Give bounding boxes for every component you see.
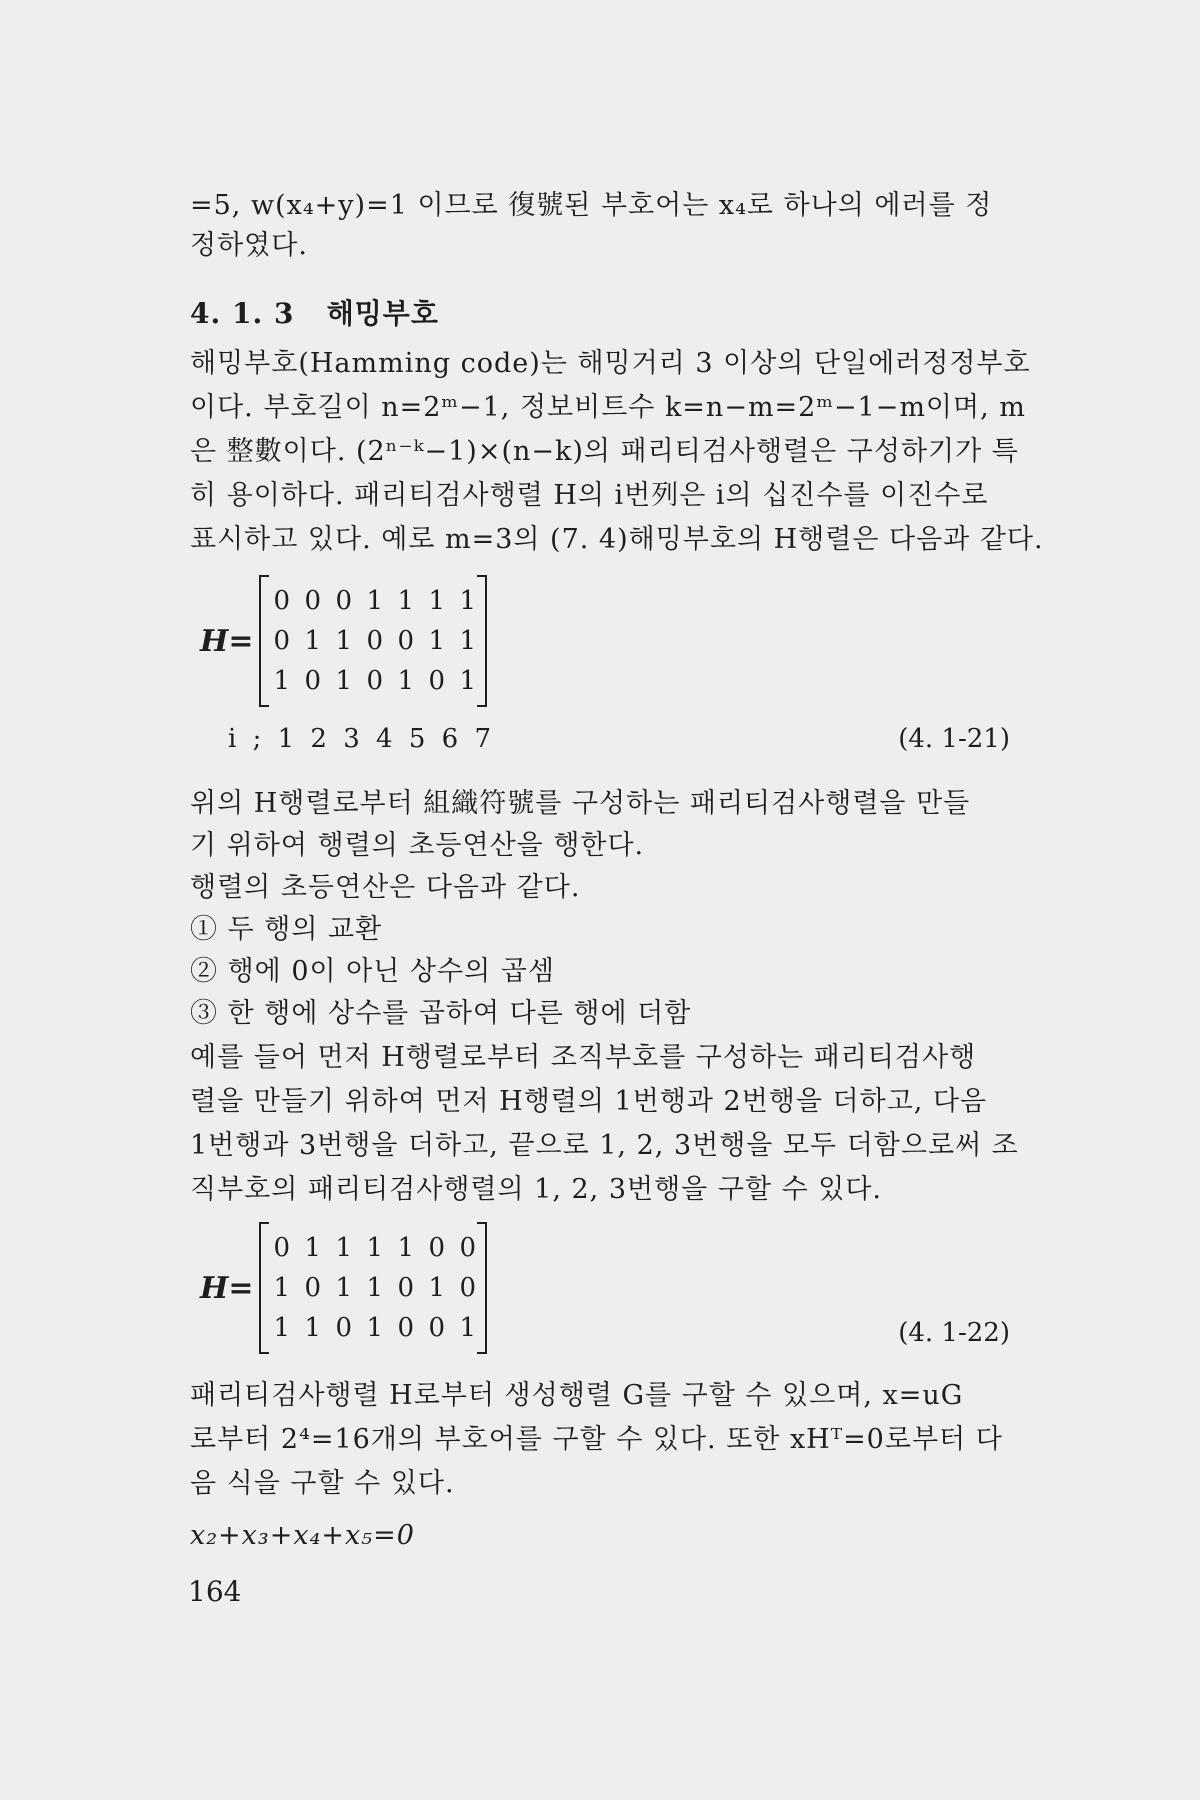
matrix-cell: 1 xyxy=(397,586,415,616)
text-line-3: 해밍부호(Hamming code)는 해밍거리 3 이상의 단일에러정정부호 xyxy=(190,348,1031,379)
matrix-cell: 1 xyxy=(459,586,477,616)
matrix-cell: 1 xyxy=(273,1313,291,1343)
matrix-cell: 1 xyxy=(397,666,415,696)
matrix-cell: 1 xyxy=(335,666,353,696)
matrix-cell: 0 xyxy=(304,586,322,616)
equation-number-1: (4. 1-21) xyxy=(898,724,1010,754)
matrix-h-1 xyxy=(200,575,487,707)
text-line-17: 직부호의 패리티검사행렬의 1, 2, 3번행을 구할 수 있다. xyxy=(190,1174,882,1205)
matrix-cell: 0 xyxy=(366,666,384,696)
matrix-row xyxy=(273,1268,477,1308)
matrix-cell: 1 xyxy=(304,626,322,656)
text-line-2: 정하였다. xyxy=(190,230,308,261)
section-number: 4. 1. 3 xyxy=(190,297,295,330)
matrix-cell: 0 xyxy=(459,1273,477,1303)
matrix-cell: 0 xyxy=(335,586,353,616)
matrix-cell: 0 xyxy=(304,1273,322,1303)
text-line-14: 예를 들어 먼저 H행렬로부터 조직부호를 구성하는 패리티검사행 xyxy=(190,1042,977,1073)
text-line-9: 기 위하여 행렬의 초등연산을 행한다. xyxy=(190,830,645,861)
text-line-6: 히 용이하다. 패리티검사행렬 H의 i번列은 i의 십진수를 이진수로 xyxy=(190,480,989,511)
matrix-cell: 1 xyxy=(459,626,477,656)
equation-number-2: (4. 1-22) xyxy=(898,1318,1010,1348)
matrix-h-2 xyxy=(200,1222,487,1354)
section-heading xyxy=(190,296,1010,332)
matrix-cell: 1 xyxy=(397,1233,415,1263)
matrix-cell: 1 xyxy=(273,666,291,696)
matrix-cell: 1 xyxy=(335,1233,353,1263)
matrix-cell: 0 xyxy=(273,1233,291,1263)
matrix-cell: 0 xyxy=(397,626,415,656)
matrix-row xyxy=(273,1308,477,1348)
matrix-cell: 0 xyxy=(273,626,291,656)
matrix-lhs: H= xyxy=(200,623,254,659)
matrix-cell: 0 xyxy=(428,1313,446,1343)
matrix-cell: 1 xyxy=(366,1313,384,1343)
matrix-cell: 1 xyxy=(459,1313,477,1343)
matrix-cell: 1 xyxy=(273,1273,291,1303)
text-line-7: 표시하고 있다. 예로 m=3의 (7. 4)해밍부호의 H행렬은 다음과 같다. xyxy=(190,524,1044,555)
matrix-cell: 1 xyxy=(428,586,446,616)
matrix-cell: 0 xyxy=(428,1233,446,1263)
text-line-19: 로부터 2⁴=16개의 부호어를 구할 수 있다. 또한 xHᵀ=0로부터 다 xyxy=(190,1424,1003,1455)
section-title: 해밍부호 xyxy=(326,297,439,330)
matrix-cell: 0 xyxy=(428,666,446,696)
matrix-body xyxy=(259,575,487,707)
matrix-row xyxy=(273,661,477,701)
matrix-body xyxy=(259,1222,487,1354)
column-index-row: i ; 1 2 3 4 5 6 7 xyxy=(228,724,495,754)
matrix-cell: 1 xyxy=(304,1233,322,1263)
text-line-8: 위의 H행렬로부터 組織符號를 구성하는 패리티검사행렬을 만들 xyxy=(190,788,971,819)
text-line-16: 1번행과 3번행을 더하고, 끝으로 1, 2, 3번행을 모두 더함으로써 조 xyxy=(190,1130,1019,1161)
matrix-cell: 0 xyxy=(397,1273,415,1303)
matrix-cell: 1 xyxy=(366,1233,384,1263)
text-line-10: 행렬의 초등연산은 다음과 같다. xyxy=(190,872,581,903)
text-line-20: 음 식을 구할 수 있다. xyxy=(190,1468,455,1499)
equation-line: x₂+x₃+x₄+x₅=0 xyxy=(190,1520,415,1551)
matrix-cell: 1 xyxy=(428,626,446,656)
matrix-cell: 1 xyxy=(335,626,353,656)
matrix-row xyxy=(273,581,477,621)
matrix-lhs: H= xyxy=(200,1270,254,1306)
matrix-cell: 0 xyxy=(304,666,322,696)
matrix-cell: 1 xyxy=(304,1313,322,1343)
text-line-4: 이다. 부호길이 n=2ᵐ−1, 정보비트수 k=n−m=2ᵐ−1−m이며, m xyxy=(190,392,1026,423)
text-line-15: 렬을 만들기 위하여 먼저 H행렬의 1번행과 2번행을 더하고, 다음 xyxy=(190,1086,988,1117)
matrix-cell: 1 xyxy=(366,586,384,616)
matrix-cell: 0 xyxy=(273,586,291,616)
matrix-row xyxy=(273,1228,477,1268)
list-item-3: ③ 한 행에 상수를 곱하여 다른 행에 더함 xyxy=(190,998,692,1029)
matrix-cell: 1 xyxy=(459,666,477,696)
list-item-2: ② 행에 0이 아닌 상수의 곱셈 xyxy=(190,956,555,987)
page-number: 164 xyxy=(188,1575,242,1608)
matrix-cell: 0 xyxy=(335,1313,353,1343)
matrix-cell: 1 xyxy=(366,1273,384,1303)
list-item-1: ① 두 행의 교환 xyxy=(190,914,383,945)
matrix-cell: 0 xyxy=(366,626,384,656)
matrix-cell: 0 xyxy=(459,1233,477,1263)
matrix-cell: 1 xyxy=(335,1273,353,1303)
matrix-row xyxy=(273,621,477,661)
text-line-5: 은 整數이다. (2ⁿ⁻ᵏ−1)×(n−k)의 패리티검사행렬은 구성하기가 특 xyxy=(190,436,1019,467)
text-line-18: 패리티검사행렬 H로부터 생성행렬 G를 구할 수 있으며, x=uG xyxy=(190,1380,964,1411)
matrix-cell: 1 xyxy=(428,1273,446,1303)
text-line-1: =5, w(x₄+y)=1 이므로 復號된 부호어는 x₄로 하나의 에러를 정 xyxy=(190,190,993,221)
matrix-cell: 0 xyxy=(397,1313,415,1343)
